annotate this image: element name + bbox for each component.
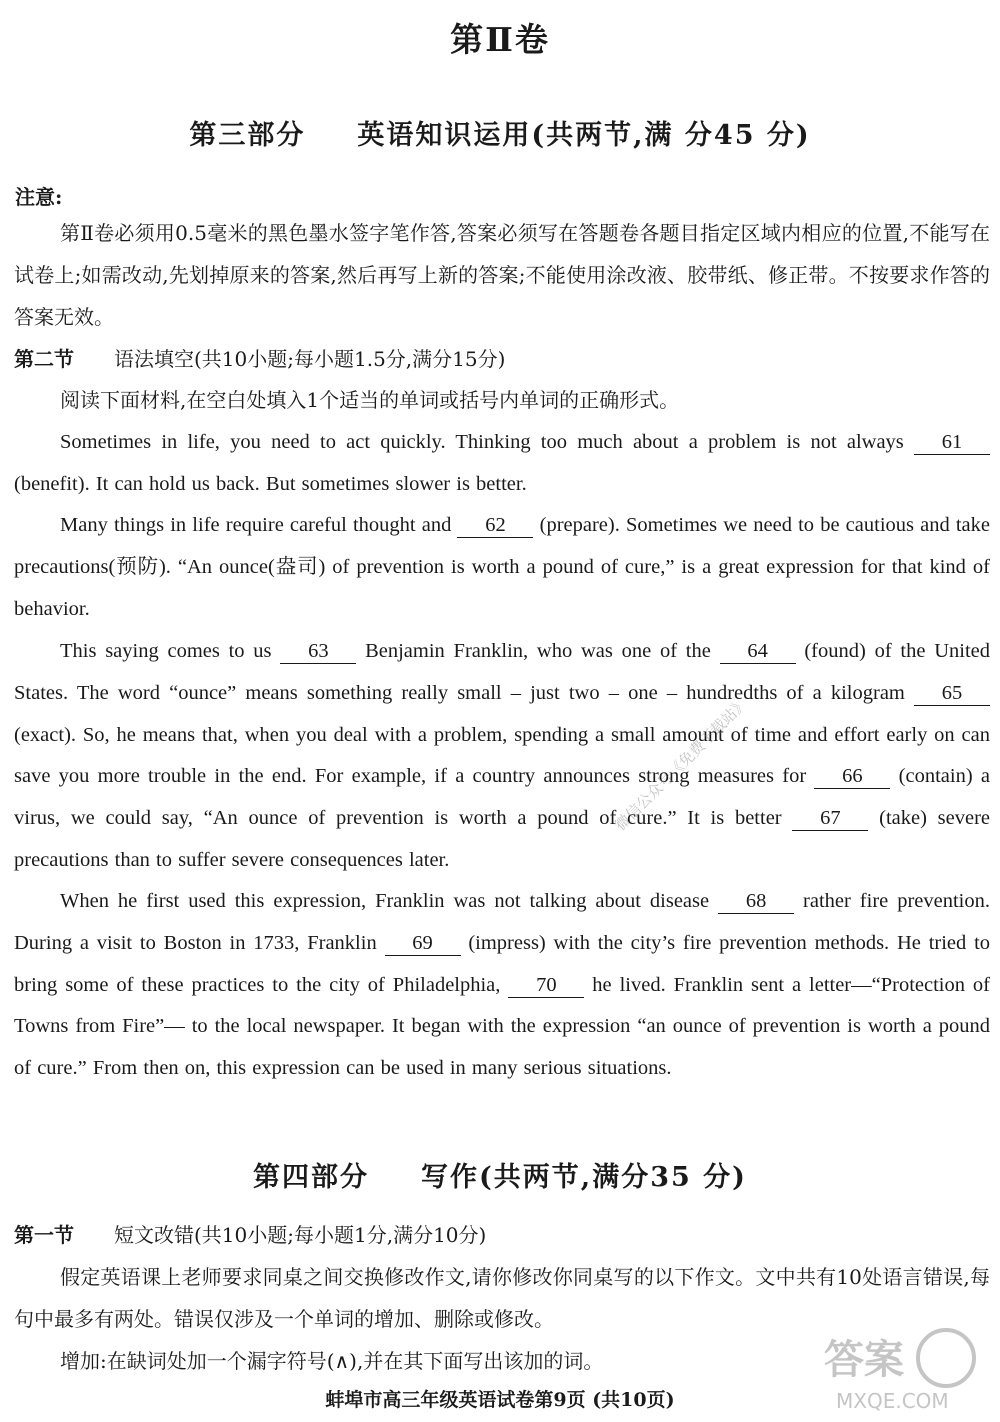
blank-63[interactable]: 63 <box>280 639 356 664</box>
blank-69[interactable]: 69 <box>385 931 461 956</box>
svg-text:MXQE.COM: MXQE.COM <box>836 1389 949 1413</box>
p3-text-c: (found) of the United States. The word “ounce” means something really small – just two – one – hundredths of a kilogram <box>14 640 991 704</box>
passage-paragraph-1 <box>14 422 990 506</box>
correction-section-label: 第一节 <box>14 1223 74 1247</box>
p1-text-b: (benefit). It can hold us back. But sometimes slower is better. <box>14 472 527 495</box>
volume-title: 第Ⅱ卷 <box>450 20 550 59</box>
passage-paragraph-2 <box>14 505 990 630</box>
p3-text-d: (exact). So, he means that, when you deal with a problem, spending a small amount of time and effort early on can save you more trouble in the end. For example, if a country announces strong measures for <box>14 723 990 788</box>
blank-67[interactable]: 67 <box>792 806 868 831</box>
p3-text-b: Benjamin Franklin, who was one of the <box>365 640 711 662</box>
site-logo-watermark <box>816 1318 986 1416</box>
p3-text-e: (contain) a virus, we could say, “An ounce of prevention is worth a pound of cure.” It is better <box>14 765 991 830</box>
part4-title <box>0 1155 1000 1194</box>
correction-instruction: 假定英语课上老师要求同桌之间交换修改作文,请你修改你同桌写的以下作文。文中共有10处语言错误,每句中最多有两处。错误仅涉及一个单词的增加、删除或修改。 <box>14 1265 990 1331</box>
part3-title-number: 第三部分 <box>189 120 306 151</box>
grammar-instruction: 阅读下面材料,在空白处填入1个适当的单词或括号内单词的正确形式。 <box>60 388 680 412</box>
part4-title-number: 第四部分 <box>253 1162 370 1193</box>
blank-61[interactable]: 61 <box>914 430 990 455</box>
correction-section-text: 短文改错(共10小题;每小题1分,满分10分) <box>114 1223 487 1247</box>
add-rule: 增加:在缺词处加一个漏字符号(∧),并在其下面写出该加的词。 <box>60 1349 604 1373</box>
p3-text-f: (take) severe precautions than to suffer severe consequences later. <box>14 807 991 871</box>
watermark-text: 微信公众号《免费下载站》 <box>611 694 752 835</box>
blank-62[interactable]: 62 <box>457 513 533 538</box>
blank-68[interactable]: 68 <box>718 889 794 914</box>
note-label: 注意: <box>15 185 63 209</box>
blank-64[interactable]: 64 <box>720 639 796 664</box>
part3-title <box>0 113 1000 152</box>
p4-text-a: When he first used this expression, Franklin was not talking about disease <box>60 890 710 912</box>
correction-section-header <box>14 1220 486 1250</box>
p4-text-c: (impress) with the city’s fire prevention methods. He tried to bring some of these practices to the city of Philadelphia, <box>14 931 991 996</box>
p2-text-a: Many things in life require careful thought and <box>60 514 452 536</box>
p4-text-d: he lived. Franklin sent a letter—“Protection of Towns from Fire”— to the local newspaper. It began with the expression “an ounce of prevention is worth a pound of cure.” From then on, this expression can be used in many serious situations. <box>14 973 991 1080</box>
grammar-section-header <box>14 344 505 374</box>
blank-66[interactable]: 66 <box>814 764 890 789</box>
part4-title-text: 写作(共两节,满分35 分) <box>421 1162 747 1193</box>
blank-70[interactable]: 70 <box>508 973 584 998</box>
blank-65[interactable]: 65 <box>914 681 990 706</box>
part3-title-text: 英语知识运用(共两节,满 分45 分) <box>357 120 811 151</box>
page-footer: 蚌埠市高三年级英语试卷第9页 (共10页) <box>325 1389 675 1411</box>
note-text: 第Ⅱ卷必须用0.5毫米的黑色墨水签字笔作答,答案必须写在答题卷各题目指定区域内相应的位置,不能写在试卷上;如需改动,先划掉原来的答案,然后再写上新的答案;不能使用涂改液、胶带纸、修正带。不按要求作答的答案无效。 <box>14 221 990 329</box>
grammar-section-text: 语法填空(共10小题;每小题1.5分,满分15分) <box>114 347 506 371</box>
svg-text:答案: 答案 <box>824 1337 904 1383</box>
p3-text-a: This saying comes to us <box>60 640 272 662</box>
p2-text-b: (prepare). Sometimes we need to be cautious and take precautions(预防). “An ounce(盎司) of prevention is worth a pound of cure,” is a great expression for that kind of behavior. <box>14 514 991 620</box>
p1-text-a: Sometimes in life, you need to act quickly. Thinking too much about a problem is not always <box>60 431 904 453</box>
grammar-section-label: 第二节 <box>14 347 74 371</box>
p4-text-b: rather fire prevention. During a visit to Boston in 1733, Franklin <box>14 890 991 954</box>
passage-paragraph-4 <box>14 881 990 1090</box>
passage-paragraph-3 <box>14 631 990 882</box>
